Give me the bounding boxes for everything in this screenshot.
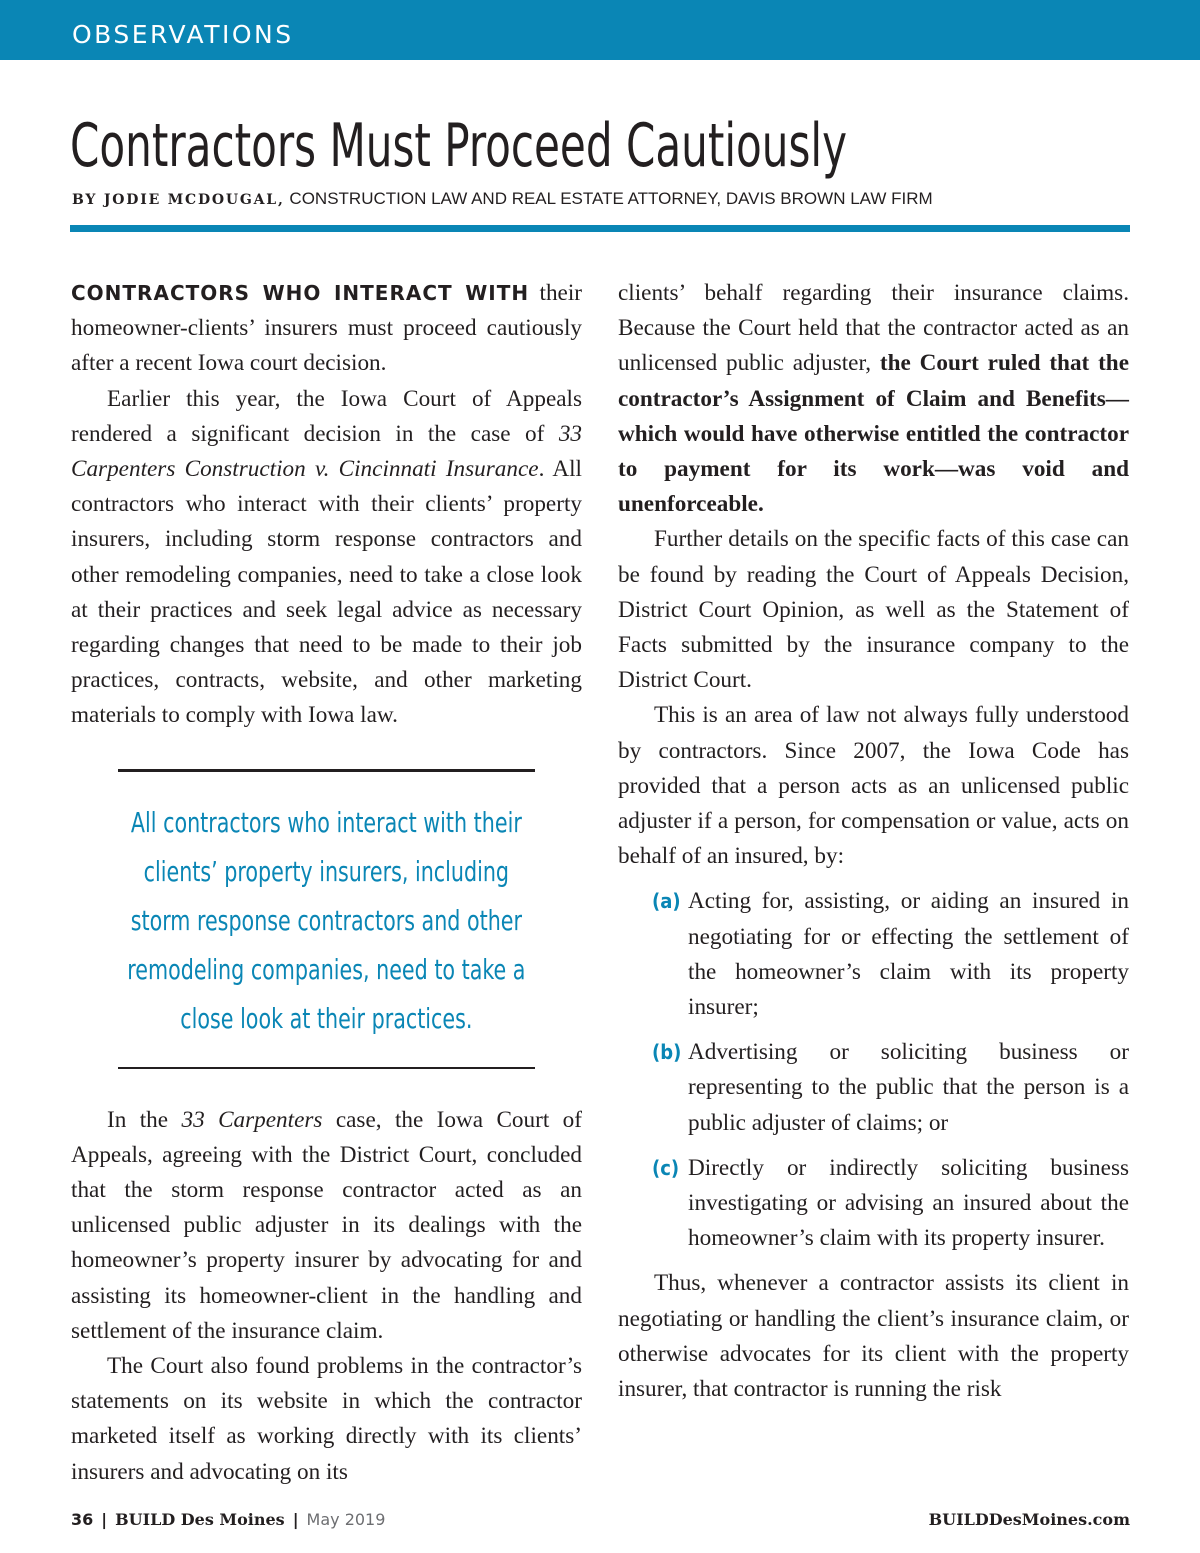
page-footer [71,1508,1130,1532]
list-item-text: Acting for, assisting, or aiding an insured in negotiating for or effecting the settlement of the homeowner’s claim with its property insurer; [688,888,1129,1021]
footer-separator: | [101,1510,108,1529]
list-item-text: Advertising or soliciting business or representing to the public that the person is a public adjuster of claims; or [688,1039,1129,1136]
magazine-name: BUILD Des Moines [115,1510,285,1529]
case-name: 33 Carpenters Construction v. Cincinnati Insurance [71,420,582,483]
pull-quote-text: All contractors who interact with their clients’ property insurers, including storm response contractors and other remodeling companies, need to take a close look at their practices. [127,805,526,1035]
paragraph: clients’ behalf regarding their insurance claims. Because the Court held that the contractor acted as an unlicensed public adjuster, the Court ruled that the contractor’s Assignment of Claim and Benefits—which would have otherwise entitled the contractor to payment for its work—was void and unenforceable. [618,280,1129,518]
pull-quote [118,769,535,1069]
list-item [618,1035,1129,1141]
list-marker: (c) [652,1155,680,1180]
list-marker: (b) [652,1040,682,1065]
byline-affiliation: CONSTRUCTION LAW AND REAL ESTATE ATTORNEY, DAVIS BROWN LAW FIRM [289,189,933,208]
list-item [618,1151,1129,1257]
list-marker: (a) [652,889,681,914]
lead-paragraph [71,276,582,382]
header-divider [70,225,1130,232]
byline [72,189,933,210]
adjuster-criteria-list [618,884,1129,1256]
paragraph: Thus, whenever a contractor assists its client in negotiating or handling the client’s insurance claim, or otherwise advocates for its client with the property insurer, that contractor is running the risk [618,1270,1129,1403]
paragraph: Earlier this year, the Iowa Court of Appeals rendered a significant decision in the case of 33 Carpenters Construction v. Cincinnati Insurance. All contractors who interact with their clients’ property insurers, including storm response contractors and other remodeling companies, need to take a close look at their practices and seek legal advice as necessary regarding changes that need to be made to their job practices, contracts, website, and other marketing materials to comply with Iowa law. [71,385,582,729]
paragraph: In the 33 Carpenters case, the Iowa Court of Appeals, agreeing with the District Court, concluded that the storm response contractor acted as an unlicensed public adjuster in its dealings with the homeowner’s property insurer by advocating for and assisting its homeowner-client in the handling and settlement of the insurance claim. [71,1106,582,1344]
list-item-text: Directly or indirectly soliciting business investigating or advising an insured about the homeowner’s claim with its property insurer. [688,1154,1129,1252]
paragraph: This is an area of law not always fully understood by contractors. Since 2007, the Iowa Code has provided that a person acts as an unlicensed public adjuster if a person, for compensation or value, acts on behalf of an insured, by: [618,702,1129,870]
lead-text: their homeowner-clients’ insurers must proceed cautiously after a recent Iowa court decision. [71,280,582,377]
case-name: 33 Carpenters [181,1106,323,1133]
footer-folio [71,1508,385,1532]
byline-author: BY JODIE MCDOUGAL, [72,192,285,208]
right-column [618,276,1129,1407]
lead-caps: CONTRACTORS WHO INTERACT WITH [71,281,530,305]
paragraph: Further details on the specific facts of this case can be found by reading the Court of Appeals Decision, District Court Opinion, as well as the Statement of Facts submitted by the insurance company to the District Court. [618,526,1129,694]
article-title: Contractors Must Proceed Cautiously [70,111,848,181]
left-column [71,276,582,1490]
paragraph: The Court also found problems in the contractor’s statements on its website in which the contractor marketed itself as working directly with its clients’ insurers and advocating on its [71,1353,582,1485]
website-link[interactable]: BUILDDesMoines.com [928,1510,1130,1529]
issue-date: May 2019 [306,1510,386,1529]
section-label: OBSERVATIONS [72,20,294,49]
page-number: 36 [71,1510,94,1529]
bold-ruling: the Court ruled that the contractor’s Assignment of Claim and Benefits—which would have otherwise entitled the contractor to payment for its work—was void and unenforceable. [618,350,1129,518]
list-item [618,884,1129,1025]
footer-separator: | [292,1510,299,1529]
